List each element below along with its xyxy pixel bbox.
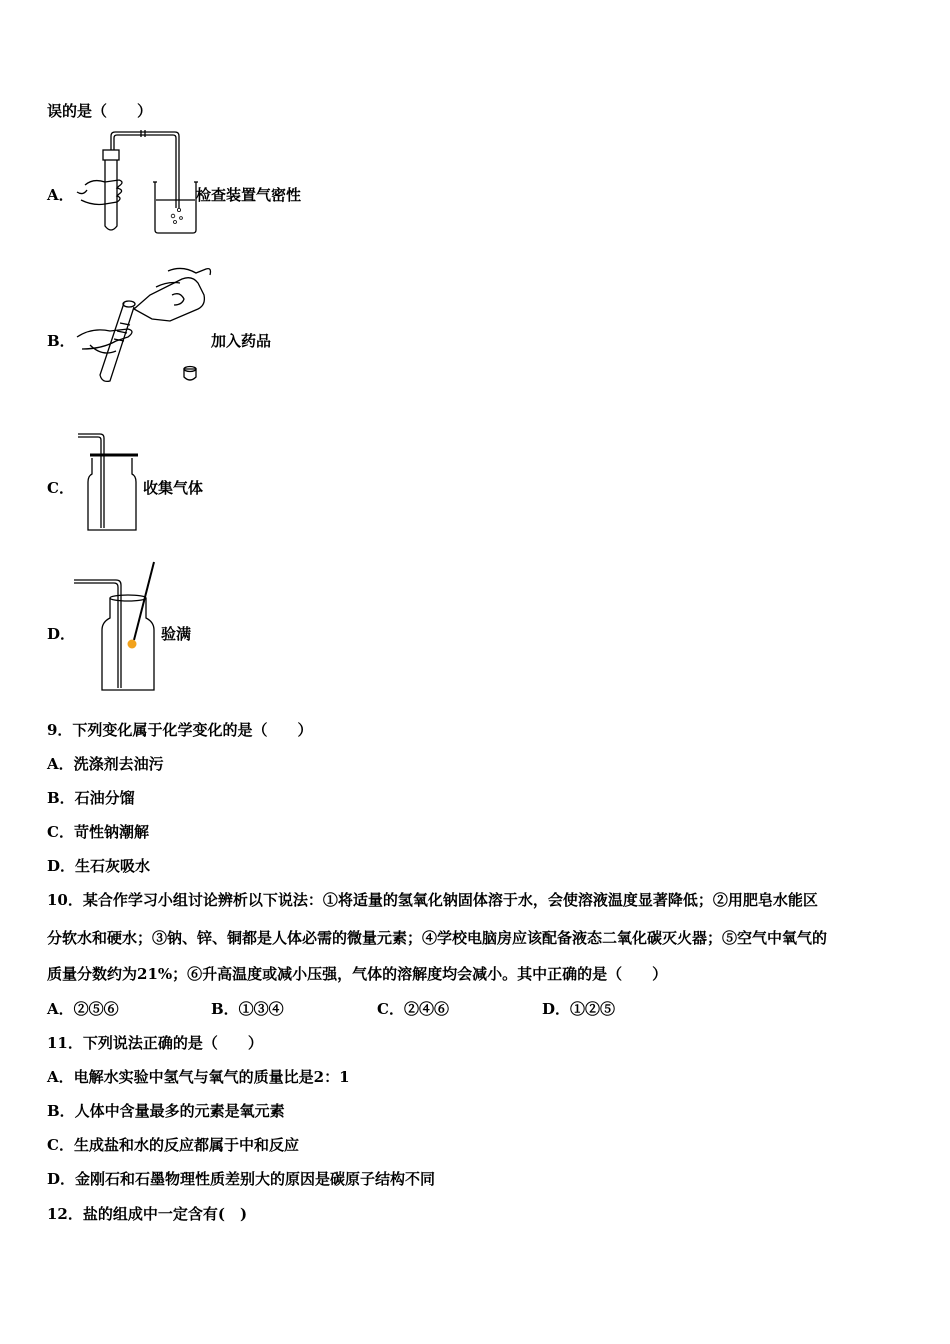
q8-option-b-caption: 加入药品	[211, 332, 272, 350]
q8-option-d-caption: 验满	[161, 625, 192, 643]
gas-collection-figure	[76, 428, 142, 534]
q10-option-b[interactable]: B．①③④	[211, 1000, 284, 1018]
q8-stem-tail: 误的是（ ）	[47, 102, 153, 120]
airtightness-check-figure	[75, 130, 200, 235]
q8-option-b-letter[interactable]: B．	[47, 332, 75, 350]
q9-stem: 9．下列变化属于化学变化的是（ ）	[47, 721, 313, 739]
adding-reagent-figure	[72, 265, 217, 390]
q11-option-c[interactable]: C．生成盐和水的反应都属于中和反应	[47, 1136, 299, 1154]
q8-option-c-caption: 收集气体	[143, 479, 204, 497]
q11-option-d[interactable]: D．金刚石和石墨物理性质差别大的原因是碳原子结构不同	[47, 1170, 436, 1188]
q9-option-c[interactable]: C．苛性钠潮解	[47, 823, 149, 841]
q10-stem-line3: 质量分数约为21%；⑥升高温度或减小压强，气体的溶解度均会减小。其中正确的是（ ）	[47, 965, 668, 983]
q8-option-c-letter[interactable]: C．	[47, 479, 74, 497]
q10-stem-line1: 10．某合作学习小组讨论辨析以下说法：①将适量的氢氧化钠固体溶于水，会使溶液温度显著降低；②用肥皂水能区	[47, 891, 818, 909]
q12-stem: 12．盐的组成中一定含有( )	[47, 1205, 248, 1223]
q11-stem: 11．下列说法正确的是（ ）	[47, 1034, 263, 1052]
full-check-figure	[72, 560, 162, 696]
q9-option-b[interactable]: B．石油分馏	[47, 789, 135, 807]
q9-option-a[interactable]: A．洗涤剂去油污	[47, 755, 164, 773]
q10-option-a[interactable]: A．②⑤⑥	[47, 1000, 119, 1018]
q9-option-d[interactable]: D．生石灰吸水	[47, 857, 151, 875]
q8-option-a-letter[interactable]: A．	[47, 186, 74, 204]
q11-option-b[interactable]: B．人体中含量最多的元素是氧元素	[47, 1102, 285, 1120]
q11-option-a[interactable]: A．电解水实验中氢气与氧气的质量比是2：1	[47, 1068, 350, 1086]
q10-option-c[interactable]: C．②④⑥	[377, 1000, 449, 1018]
q8-option-d-letter[interactable]: D．	[47, 625, 76, 643]
q10-stem-line2: 分软水和硬水；③钠、锌、铜都是人体必需的微量元素；④学校电脑房应该配备液态二氧化碳灭火器；⑤空气中氧气的	[47, 929, 828, 947]
q8-option-a-caption: 检查装置气密性	[196, 186, 302, 204]
q10-option-d[interactable]: D．①②⑤	[542, 1000, 616, 1018]
